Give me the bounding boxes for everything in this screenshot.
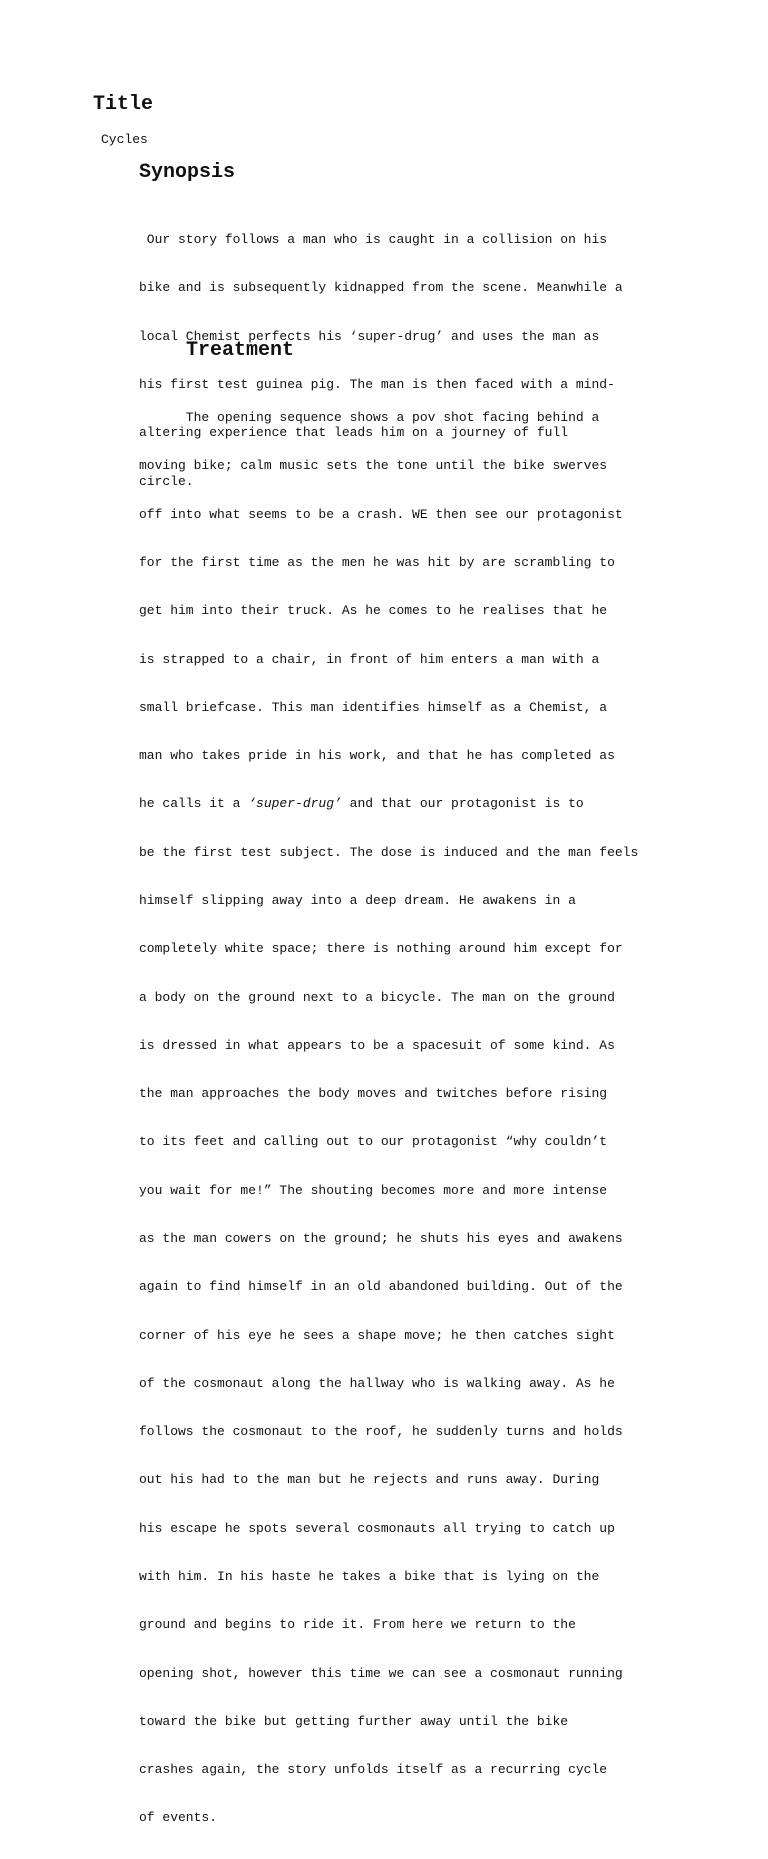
treatment-line: be the first test subject. The dose is induced and the man feels xyxy=(139,844,639,860)
treatment-line: himself slipping away into a deep dream. He awakens in a xyxy=(139,893,576,908)
synopsis-heading: Synopsis xyxy=(139,161,236,184)
treatment-heading: Treatment xyxy=(186,339,295,362)
treatment-line: of events. xyxy=(139,1810,218,1826)
synopsis-line: local Chemist perfects his ‘super-drug’ and uses the man as xyxy=(139,328,600,344)
synopsis-line: circle. xyxy=(139,473,194,489)
treatment-line: out his had to the man but he rejects and runs away. During xyxy=(139,1472,600,1488)
treatment-line: is dressed in what appears to be a spacesuit of some kind. As xyxy=(139,1037,615,1053)
treatment-line: toward the bike but getting further away until the bike xyxy=(139,1713,569,1729)
treatment-line: small briefcase. This man identifies himself as a Chemist, a xyxy=(139,699,608,715)
treatment-line-mixed xyxy=(139,796,679,812)
title-heading: Title xyxy=(93,93,154,116)
title-value: Cycles xyxy=(101,132,148,147)
treatment-line: is strapped to a chair, in front of him enters a man with a xyxy=(139,651,600,667)
synopsis-line: bike and is subsequently kidnapped from the scene. Meanwhile a xyxy=(139,280,623,296)
treatment-line: the man approaches the body moves and twitches before rising xyxy=(139,1086,608,1102)
synopsis-line: Our story follows a man who is caught in a collision on his xyxy=(139,232,608,248)
treatment-line: The opening sequence shows a pov shot facing behind a xyxy=(139,410,600,426)
treatment-line-tail: and that our protagonist is to xyxy=(341,796,584,812)
treatment-line: get him into their truck. As he comes to he realises that he xyxy=(139,603,608,619)
treatment-line: his escape he spots several cosmonauts all trying to catch up xyxy=(139,1520,615,1536)
synopsis-line: his first test guinea pig. The man is then faced with a mind- xyxy=(139,377,615,393)
treatment-line: a body on the ground next to a bicycle. The man on the ground xyxy=(139,989,615,1005)
treatment-line: corner of his eye he sees a shape move; he then catches sight xyxy=(139,1327,615,1343)
treatment-line: crashes again, the story unfolds itself as a recurring cycle xyxy=(139,1762,608,1778)
synopsis-line: altering experience that leads him on a journey of full xyxy=(139,425,569,441)
treatment-line: follows the cosmonaut to the roof, he suddenly turns and holds xyxy=(139,1424,623,1440)
treatment-line: off into what seems to be a crash. WE then see our protagonist xyxy=(139,506,623,522)
treatment-line: as the man cowers on the ground; he shuts his eyes and awakens xyxy=(139,1230,623,1246)
treatment-line: you wait for me!” The shouting becomes more and more intense xyxy=(139,1182,608,1198)
super-drug-italic: ‘super-drug’ xyxy=(248,796,342,812)
treatment-line: again to find himself in an old abandoned building. Out of the xyxy=(139,1279,623,1295)
treatment-line: to its feet and calling out to our protagonist “why couldn’t xyxy=(139,1134,608,1150)
treatment-line: man who takes pride in his work, and that he has completed as xyxy=(139,748,615,764)
treatment-line: with him. In his haste he takes a bike that is lying on the xyxy=(139,1568,600,1584)
treatment-line-start: he calls it a xyxy=(139,796,249,812)
treatment-paragraph xyxy=(139,378,679,1859)
treatment-line: completely white space; there is nothing around him except for xyxy=(139,941,623,957)
treatment-line: for the first time as the men he was hit by are scrambling to xyxy=(139,555,615,571)
treatment-line: moving bike; calm music sets the tone until the bike swerves xyxy=(139,458,608,474)
treatment-line: opening shot, however this time we can see a cosmonaut running xyxy=(139,1665,623,1681)
treatment-line: ground and begins to ride it. From here we return to the xyxy=(139,1617,576,1633)
treatment-line: of the cosmonaut along the hallway who is walking away. As he xyxy=(139,1375,615,1391)
